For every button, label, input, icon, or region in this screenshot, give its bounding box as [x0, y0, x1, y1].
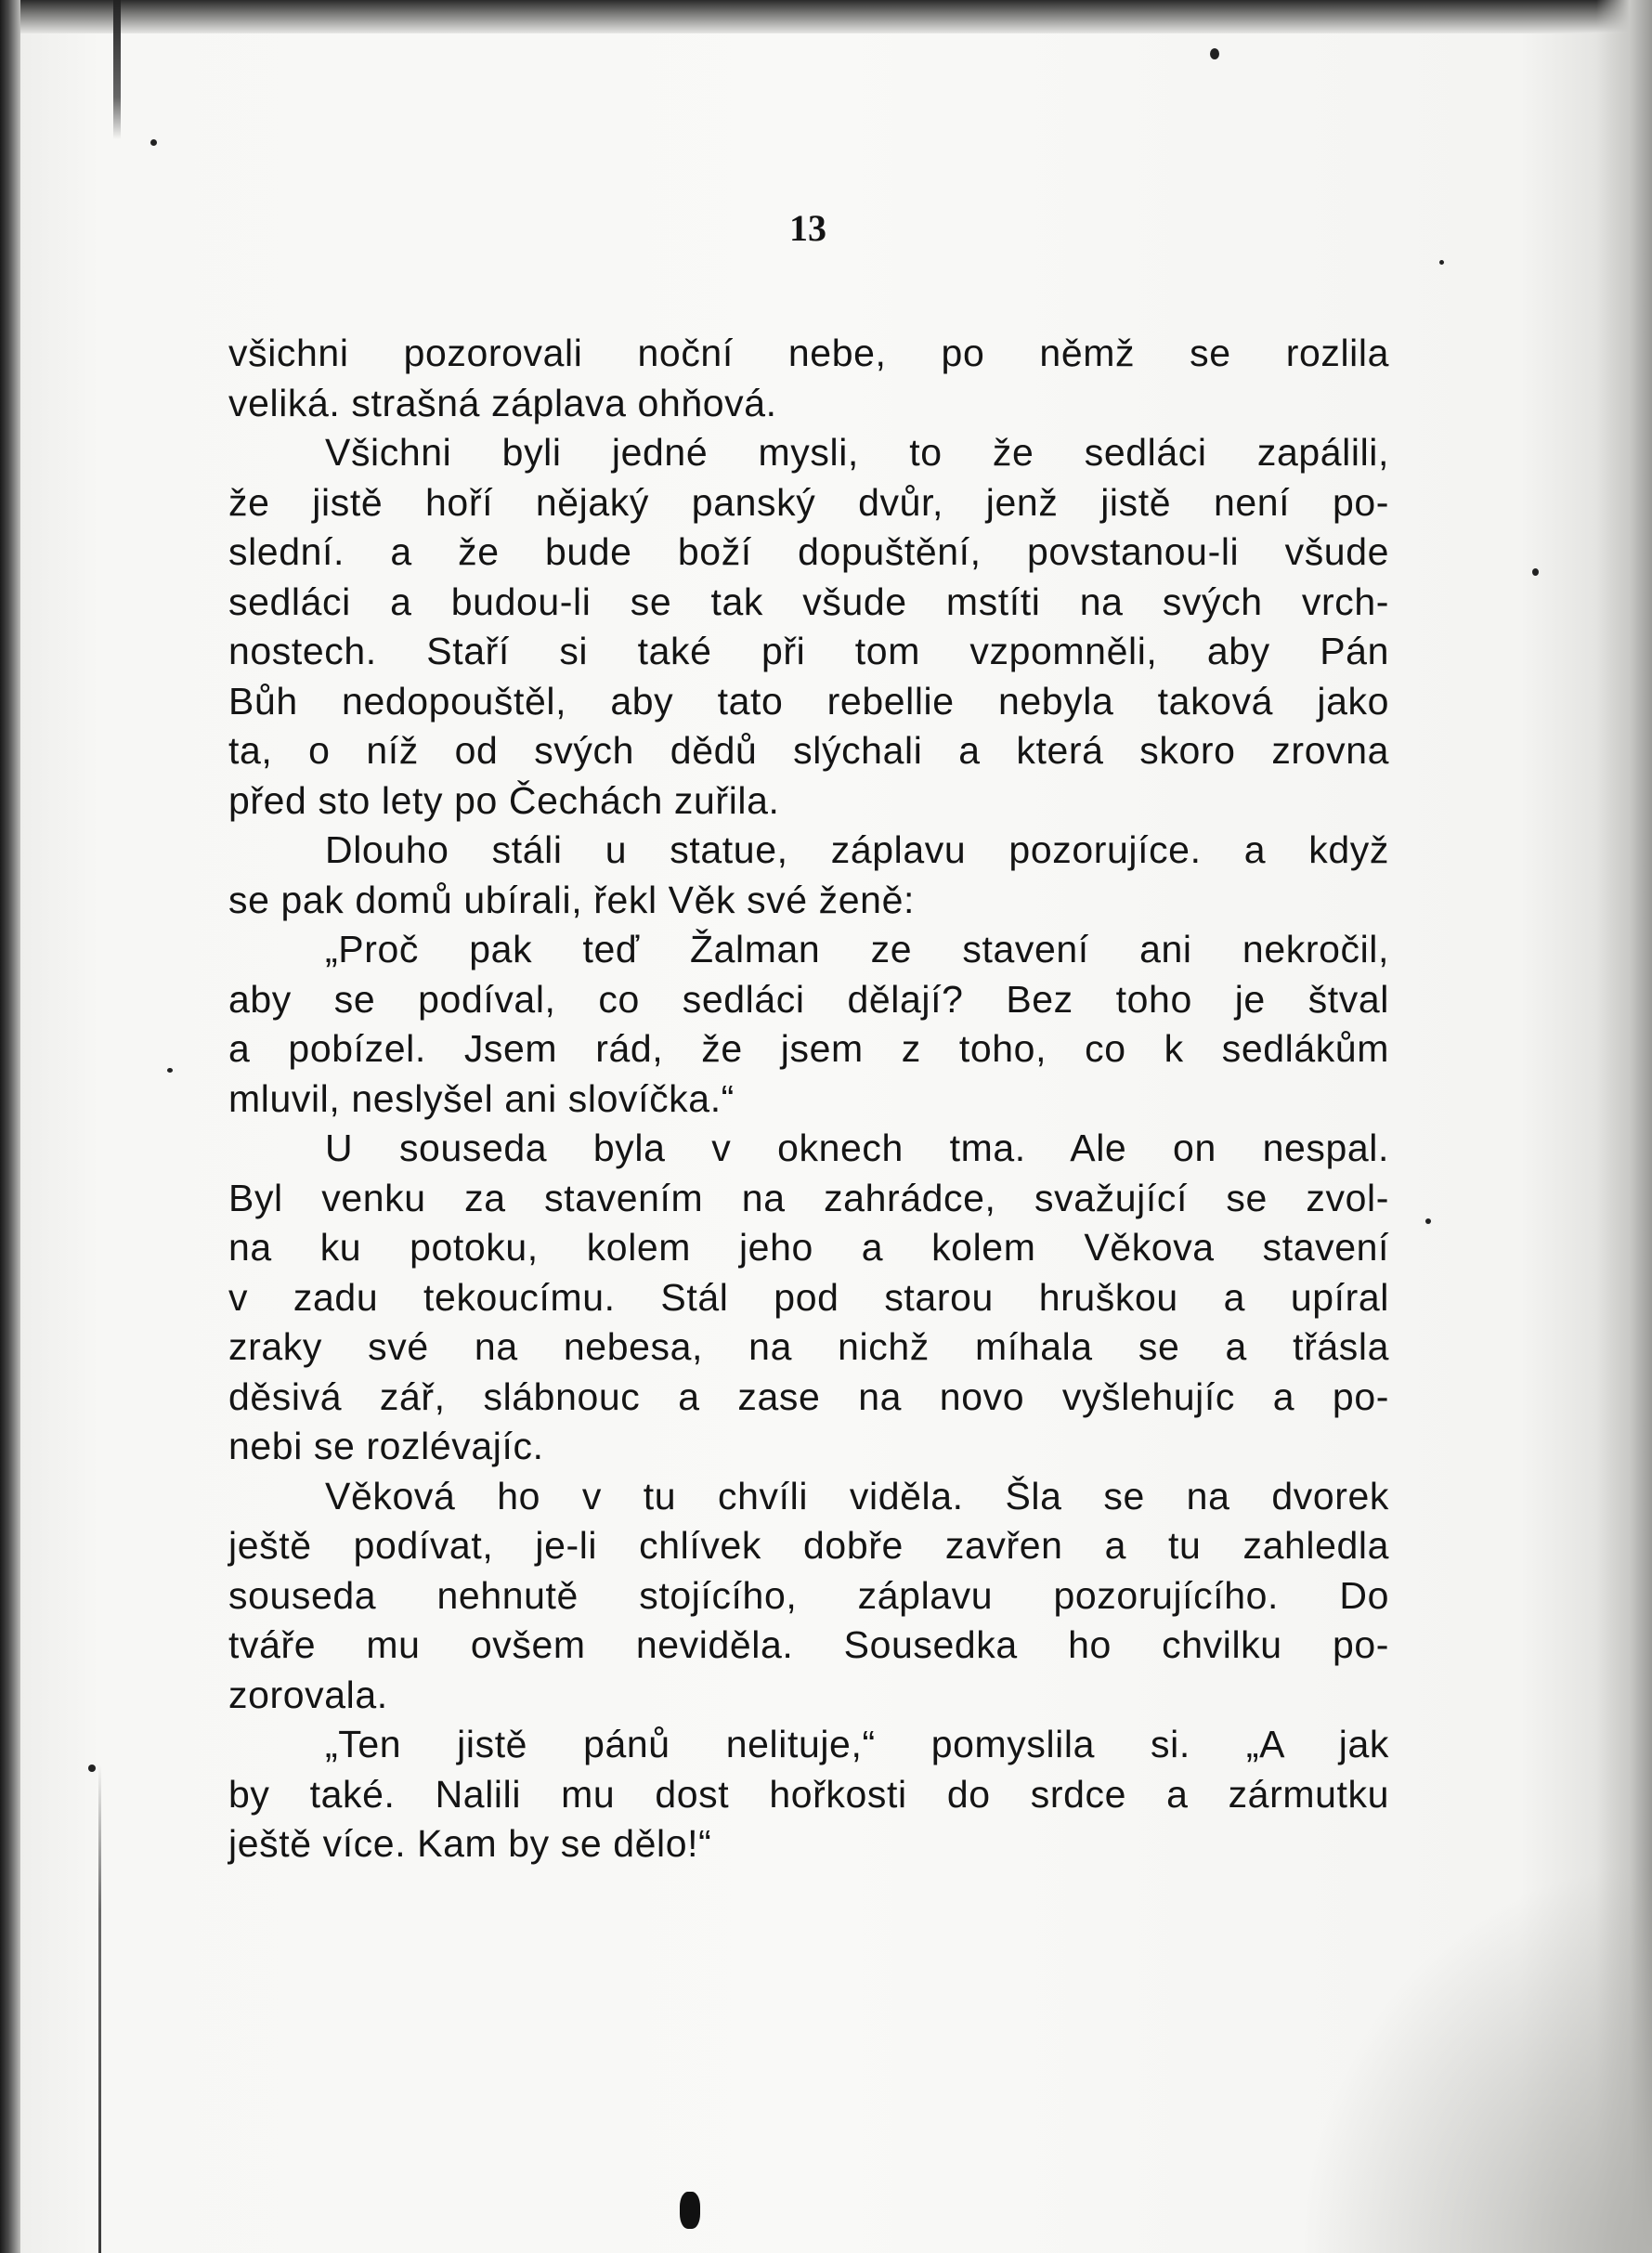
text-line: „Ten jistě pánů nelituje,“ pomyslila si. „A jak: [325, 1723, 1389, 1765]
text-line: „Proč pak teď Žalman ze stavení ani nekročil,: [325, 928, 1389, 970]
ink-speck: [167, 1068, 173, 1073]
scan-edge-top: [0, 0, 1652, 33]
text-line: děsivá zář, slábnouc a zase na novo vyšlehujíc a po-: [228, 1374, 1389, 1418]
text-line: ta, o níž od svých dědů slýchali a která skoro zrovna: [228, 729, 1389, 772]
text-line: sedláci a budou-li se tak všude mstíti na svých vrch-: [228, 580, 1389, 623]
text-line: Všichni byli jedné mysli, to že sedláci zapálili,: [325, 431, 1389, 474]
text-line: zorovala.: [228, 1673, 388, 1716]
text-line: tváře mu ovšem neviděla. Sousedka ho chvilku po-: [228, 1623, 1389, 1666]
text-line: Věková ho v tu chvíli viděla. Šla se na dvorek: [325, 1474, 1389, 1517]
ink-speck: [1532, 568, 1539, 576]
ink-speck: [1210, 48, 1219, 59]
text-line: se pak domů ubírali, řekl Věk své ženě:: [228, 878, 915, 921]
text-line: všichni pozorovali noční nebe, po němž se rozlila: [228, 332, 1389, 374]
ink-speck: [88, 1765, 96, 1772]
scan-shadow-bottom: [1300, 1863, 1652, 2253]
text-line: souseda nehnutě stojícího, záplavu pozorujícího. Do: [228, 1573, 1389, 1617]
text-line: že jistě hoří nějaký panský dvůr, jenž jistě není po-: [228, 480, 1389, 524]
text-line: aby se podíval, co sedláci dělají? Bez toho je štval: [228, 977, 1389, 1021]
text-line: zraky své na nebesa, na nichž míhala se a třásla: [228, 1325, 1389, 1368]
text-line: nostech. Staří si také při tom vzpomněli, aby Pán: [228, 630, 1389, 672]
ink-speck: [150, 139, 157, 146]
text-line: a pobízel. Jsem rád, že jsem z toho, co k sedlákům: [228, 1027, 1389, 1070]
text-line: nebi se rozlévajíc.: [228, 1425, 544, 1467]
text-line: Byl venku za stavením na zahrádce, svažující se zvol-: [228, 1176, 1389, 1219]
text-line: U souseda byla v oknech tma. Ale on nespal.: [325, 1126, 1389, 1169]
text-line: by také. Nalili mu dost hořkosti do srdce a zármutku: [228, 1772, 1389, 1816]
text-line: v zadu tekoucímu. Stál pod starou hruškou a upíral: [228, 1275, 1389, 1319]
text-line: Bůh nedopouštěl, aby tato rebellie nebyla taková jako: [228, 679, 1389, 723]
scan-binding-mark: [113, 0, 121, 139]
ink-speck: [1439, 260, 1444, 265]
body-text: [228, 329, 1389, 1869]
text-line: slední. a že bude boží dopuštění, povstanou-li všude: [228, 530, 1389, 573]
scan-fold-line: [98, 1765, 101, 2253]
text-line: ještě více. Kam by se dělo!“: [228, 1822, 712, 1865]
text-line: Dlouho stáli u statue, záplavu pozorujíce. a když: [325, 828, 1389, 871]
page-number: 13: [789, 207, 826, 249]
ink-blot: [680, 2192, 700, 2229]
text-line: před sto lety po Čechách zuřila.: [228, 778, 780, 822]
text-line: na ku potoku, kolem jeho a kolem Věkova stavení: [228, 1226, 1389, 1269]
text-line: veliká. strašná záplava ohňová.: [228, 381, 777, 424]
text-line: mluvil, neslyšel ani slovíčka.“: [228, 1076, 735, 1120]
scan-edge-left: [0, 0, 20, 2253]
ink-speck: [1425, 1218, 1431, 1224]
text-line: ještě podívat, je-li chlívek dobře zavřen a tu zahledla: [228, 1524, 1389, 1567]
